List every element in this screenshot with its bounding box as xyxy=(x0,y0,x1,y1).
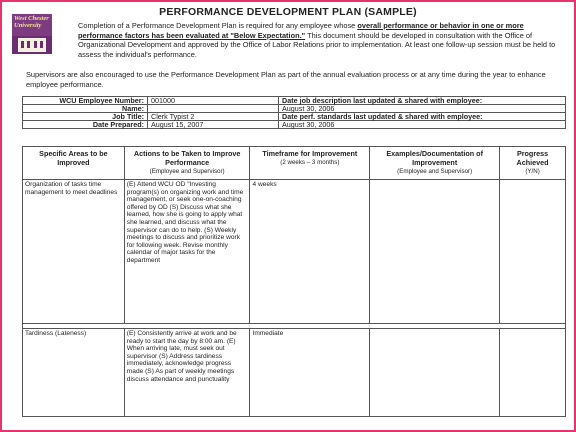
employee-number-label: WCU Employee Number: xyxy=(23,97,148,105)
table-row xyxy=(23,180,566,324)
name-label: Name: xyxy=(23,105,148,113)
progress-cell xyxy=(500,180,566,324)
actions-cell: (E) Consistently arrive at work and be ready to start the day by 8:00 am. (E) When arriving late, must seek out supervisor (S) Address tardiness immediately, acknowledge progress made (S) As part of weekly meetings discuss attendance and punctuality xyxy=(124,329,250,417)
progress-cell xyxy=(500,329,566,417)
standards-date-value: August 30, 2006 xyxy=(279,121,566,129)
job-description-date-value: August 30, 2006 xyxy=(279,105,566,113)
job-title-label: Job Title: xyxy=(23,113,148,121)
header-examples: Examples/Documentation of Improvement (Employee and Supervisor) xyxy=(370,147,500,180)
table-row xyxy=(23,329,566,417)
examples-cell xyxy=(370,180,500,324)
intro-paragraph: Completion of a Performance Development Plan is required for any employee whose overall performance or behavior in one or more performance factors has been evaluated at "Below Expectation." This document should be developed in consultation with the Office of Organizational Development and approved by the Office of Labor Relations prior to implementation. At least one follow-up session must be held to assess the individual's performance. xyxy=(78,21,556,59)
date-prepared-value: August 15, 2007 xyxy=(148,121,279,129)
examples-cell xyxy=(370,329,500,417)
plan-header-row xyxy=(23,147,566,180)
header-timeframe: Timeframe for Improvement (2 weeks – 3 months) xyxy=(250,147,370,180)
info-row xyxy=(23,121,566,129)
header-progress: Progress Achieved (Y/N) xyxy=(500,147,566,180)
job-title-value: Clerk Typist 2 xyxy=(148,113,279,121)
intro-emphasis: overall performance or behavior in one or more performance factors has been evaluated at "Below Expectation." xyxy=(78,21,524,40)
job-description-date-label: Date job description last updated & shared with employee: xyxy=(279,97,566,105)
area-cell: Tardiness (Lateness) xyxy=(23,329,125,417)
page-title: PERFORMANCE DEVELOPMENT PLAN (SAMPLE) xyxy=(159,6,417,18)
logo-text: West Chester University xyxy=(14,15,49,29)
supervisor-paragraph: Supervisors are also encouraged to use the Performance Development Plan as part of the annual evaluation process or at any time during the year to enhance employee performance. xyxy=(26,70,546,89)
header-actions: Actions to be Taken to Improve Performance (Employee and Supervisor) xyxy=(124,147,250,180)
standards-date-label: Date perf. standards last updated & shared with employee: xyxy=(279,113,566,121)
timeframe-cell: 4 weeks xyxy=(250,180,370,324)
timeframe-cell: Immediate xyxy=(250,329,370,417)
area-cell: Organization of tasks time management to meet deadlines xyxy=(23,180,125,324)
date-prepared-label: Date Prepared: xyxy=(23,121,148,129)
header-areas: Specific Areas to be Improved xyxy=(23,147,125,180)
actions-cell: (E) Attend WCU OD "Investing program(s) on organizing work and time management, or seek one-on-coaching offered by OD (S) Discuss what she learned, how she is going to apply what she learned, and discuss what the supervisor can do to help. (S) Weekly meetings to discuss and prioritize work for following week. Revise monthly calendar of major tasks for the department xyxy=(124,180,250,324)
university-logo xyxy=(12,14,52,54)
employee-info-table xyxy=(22,96,566,129)
employee-number-value: 001000 xyxy=(148,97,279,105)
development-plan-table xyxy=(22,146,566,417)
